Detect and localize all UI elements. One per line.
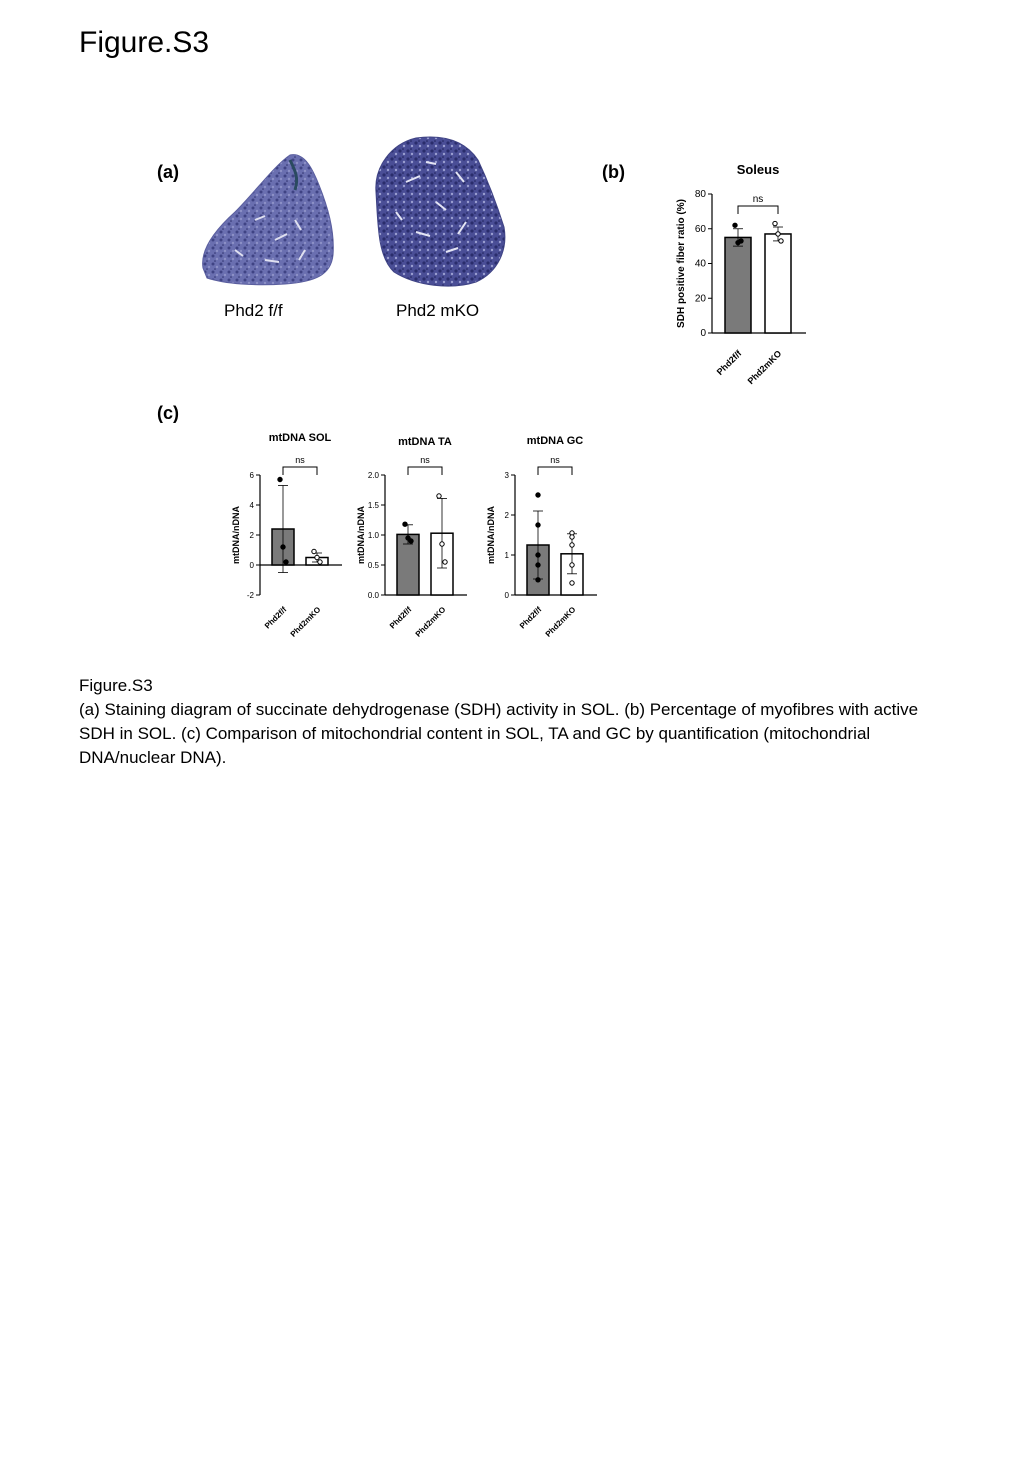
data-point — [443, 560, 447, 564]
chart-title: mtDNA TA — [398, 436, 452, 448]
y-tick-label: 1 — [504, 551, 509, 560]
soleus-chart — [660, 158, 820, 398]
y-tick-label: 1.0 — [367, 531, 379, 540]
category-label: Phd2f/f — [262, 605, 289, 631]
data-point — [315, 555, 319, 559]
chart-title: mtDNA GC — [526, 435, 584, 447]
y-tick-label: 2 — [249, 531, 254, 540]
category-label: Phd2mKO — [413, 605, 448, 639]
y-tick-label: 0.5 — [367, 561, 379, 570]
data-point — [437, 494, 441, 498]
data-point — [278, 477, 282, 481]
y-tick-label: 80 — [694, 189, 706, 200]
data-point — [733, 223, 737, 227]
data-point — [570, 535, 574, 539]
category-label: Phd2f/f — [714, 348, 744, 377]
sample-label-phd2-ff: Phd2 f/f — [224, 301, 283, 320]
significance-label: ns — [752, 194, 764, 205]
y-tick-label: 20 — [694, 293, 706, 305]
category-label: Phd2f/f — [387, 605, 414, 631]
category-label: Phd2mKO — [288, 605, 323, 639]
mtdna-ta-chart — [350, 425, 480, 650]
data-point — [570, 563, 574, 567]
data-point — [284, 560, 288, 564]
data-point — [570, 581, 574, 585]
data-point — [739, 239, 743, 243]
significance-bracket — [283, 467, 317, 475]
page-title: Figure.S3 — [79, 26, 210, 59]
significance-bracket — [538, 467, 572, 475]
data-point — [536, 563, 540, 567]
data-point — [776, 232, 780, 236]
category-label: Phd2f/f — [517, 605, 544, 631]
panel-label-c: (c) — [157, 403, 179, 423]
y-tick-label: -2 — [246, 591, 254, 600]
caption-body: (a) Staining diagram of succinate dehydrogenase (SDH) activity in SOL. (b) Percentage of myofibres with active SDH in SOL. (c) Comparison of mitochondrial content in SOL, TA and GC by quantification (mitochondrial DNA/nuclear DNA). — [79, 700, 919, 767]
figure-caption — [79, 674, 939, 770]
significance-label: ns — [550, 455, 560, 465]
y-tick-label: 0 — [249, 561, 254, 570]
y-axis-label: mtDNA/nDNA — [486, 506, 496, 564]
category-label: Phd2mKO — [543, 605, 578, 639]
data-point — [536, 553, 540, 557]
sample-label-phd2-mko: Phd2 mKO — [396, 301, 480, 320]
data-point — [440, 542, 444, 546]
y-axis-label: SDH positive fiber ratio (%) — [676, 199, 687, 328]
y-tick-label: 6 — [249, 471, 254, 480]
y-tick-label: 3 — [504, 471, 509, 480]
data-point — [409, 539, 413, 543]
significance-bracket — [738, 206, 778, 214]
significance-label: ns — [295, 455, 305, 465]
y-tick-label: 0 — [504, 591, 509, 600]
data-point — [536, 523, 540, 527]
tissue-image-phd2-mko — [366, 132, 511, 292]
data-point — [773, 221, 777, 225]
bar-phd2f-f — [725, 237, 751, 333]
data-point — [536, 578, 540, 582]
y-tick-label: 0 — [700, 328, 706, 339]
y-tick-label: 40 — [694, 258, 706, 270]
y-tick-label: 2.0 — [367, 471, 379, 480]
data-point — [312, 549, 316, 553]
panel-label-a: (a) — [157, 162, 179, 182]
chart-title: mtDNA SOL — [268, 432, 332, 444]
bar-phd2mko — [765, 234, 791, 333]
significance-label: ns — [420, 455, 430, 465]
tissue-image-phd2-ff — [195, 150, 340, 292]
y-tick-label: 0.0 — [367, 591, 379, 600]
y-tick-label: 60 — [694, 223, 706, 235]
y-tick-label: 1.5 — [367, 501, 379, 510]
y-axis-label: mtDNA/nDNA — [356, 506, 366, 564]
mtdna-gc-chart — [480, 425, 610, 650]
caption-heading: Figure.S3 — [79, 676, 153, 695]
y-axis-label: mtDNA/nDNA — [231, 506, 241, 564]
data-point — [779, 239, 783, 243]
data-point — [281, 545, 285, 549]
category-label: Phd2mKO — [745, 348, 784, 387]
chart-title: Soleus — [736, 162, 780, 177]
y-tick-label: 2 — [504, 511, 509, 520]
data-point — [536, 493, 540, 497]
significance-bracket — [408, 467, 442, 475]
data-point — [403, 522, 407, 526]
data-point — [570, 543, 574, 547]
data-point — [318, 560, 322, 564]
y-tick-label: 4 — [249, 501, 254, 510]
panel-label-b: (b) — [602, 162, 625, 182]
mtdna-sol-chart — [225, 425, 355, 650]
